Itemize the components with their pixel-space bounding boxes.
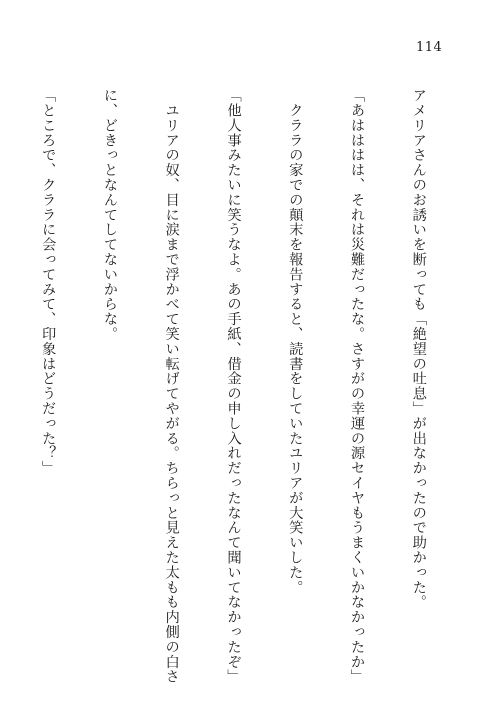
text-line: 「ところで、クララに会ってみて、印象はどうだった？」 bbox=[40, 88, 57, 476]
text-line: 「あはははは、それは災難だったな。さすがの幸運の源セイヤもうまくいかなかったか」 bbox=[349, 88, 366, 684]
vertical-text-body bbox=[0, 88, 470, 684]
text-line: ユリアの奴、目に涙まで浮かべて笑い転げてやがる。ちらっと見えた太もも内側の白さ bbox=[163, 88, 180, 684]
text-line: クララの家での顛末を報告すると、読書をしていたユリアが大笑いした。 bbox=[287, 88, 304, 595]
text-line: アメリアさんのお誘いを断っても「絶望の吐息」が出なかったので助かった。 bbox=[410, 88, 427, 610]
page-number: 114 bbox=[416, 40, 443, 55]
text-line: 「他人事みたいに笑うなよ。あの手紙、借金の申し入れだったなんて聞いてなかったぞ」 bbox=[225, 88, 242, 684]
text-line: に、どきっとなんてしてないからな。 bbox=[101, 88, 118, 342]
